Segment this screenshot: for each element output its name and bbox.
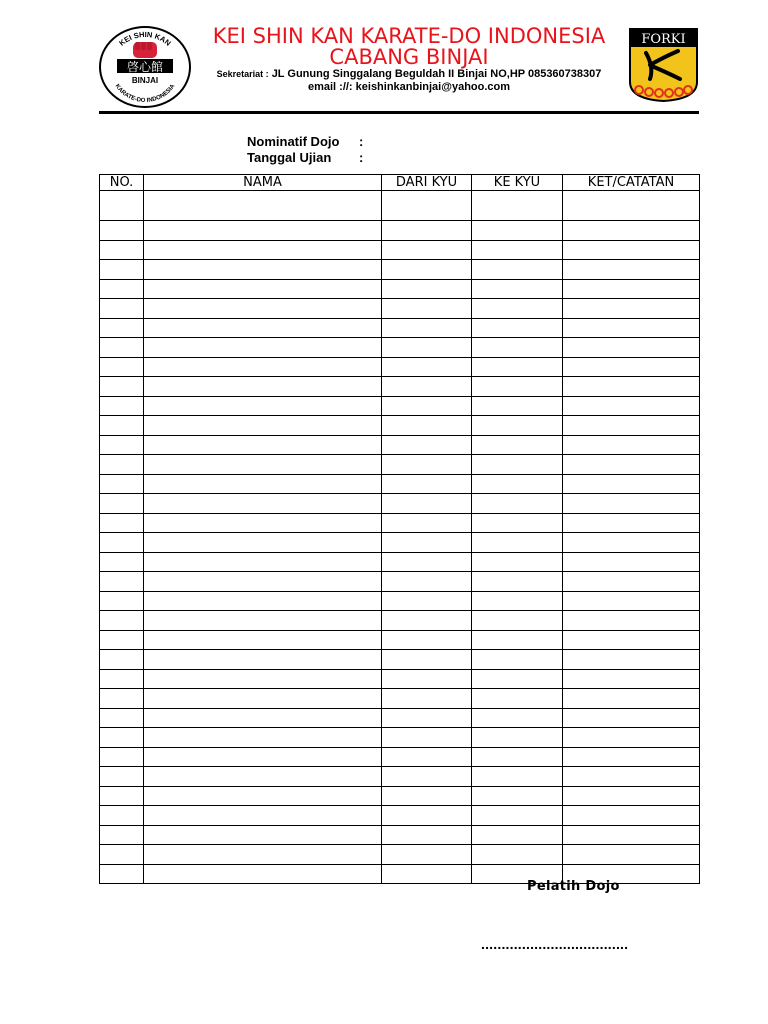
cell-no[interactable] [100,767,144,787]
cell-ke-kyu[interactable] [472,455,563,475]
cell-no[interactable] [100,455,144,475]
table-row [100,338,700,358]
cell-ke-kyu[interactable] [472,396,563,416]
dojo-colon: : [359,134,364,149]
address-label: Sekretariat : [216,69,269,79]
cell-ket-catatan[interactable] [563,767,700,787]
cell-dari-kyu[interactable] [382,689,472,709]
cell-ket-catatan[interactable] [563,650,700,670]
cell-nama[interactable] [144,864,382,884]
cell-dari-kyu[interactable] [382,299,472,319]
cell-nama[interactable] [144,591,382,611]
dojo-label: Nominatif Dojo [247,134,340,149]
table-row [100,279,700,299]
cell-no[interactable] [100,845,144,865]
table-row [100,533,700,553]
cell-no[interactable] [100,416,144,436]
cell-nama[interactable] [144,260,382,280]
cell-dari-kyu[interactable] [382,455,472,475]
cell-dari-kyu[interactable] [382,552,472,572]
cell-nama[interactable] [144,767,382,787]
cell-ket-catatan[interactable] [563,494,700,514]
cell-ket-catatan[interactable] [563,845,700,865]
cell-ket-catatan[interactable] [563,513,700,533]
exam-date-colon: : [359,150,364,165]
cell-ke-kyu[interactable] [472,786,563,806]
cell-ket-catatan[interactable] [563,435,700,455]
cell-nama[interactable] [144,708,382,728]
table-row [100,611,700,631]
cell-dari-kyu[interactable] [382,435,472,455]
cell-no[interactable] [100,572,144,592]
cell-ke-kyu[interactable] [472,494,563,514]
cell-nama[interactable] [144,747,382,767]
cell-no[interactable] [100,630,144,650]
cell-nama[interactable] [144,435,382,455]
roster-body [100,191,700,884]
cell-ke-kyu[interactable] [472,650,563,670]
cell-ket-catatan[interactable] [563,708,700,728]
cell-nama[interactable] [144,191,382,221]
cell-no[interactable] [100,396,144,416]
logo-kanji: 啓心館 [126,60,164,74]
cell-ket-catatan[interactable] [563,318,700,338]
table-row [100,806,700,826]
cell-no[interactable] [100,669,144,689]
cell-ke-kyu[interactable] [472,299,563,319]
cell-dari-kyu[interactable] [382,650,472,670]
cell-no[interactable] [100,474,144,494]
cell-nama[interactable] [144,728,382,748]
table-row [100,825,700,845]
cell-ke-kyu[interactable] [472,240,563,260]
cell-nama[interactable] [144,455,382,475]
email-line: email ://: keishinkanbinjai@yahoo.com [307,81,511,93]
table-row [100,396,700,416]
exam-date-label: Tanggal Ujian [247,150,332,165]
cell-ket-catatan[interactable] [563,806,700,826]
cell-dari-kyu[interactable] [382,474,472,494]
col-header-no: NO. [100,175,144,191]
col-header-ket-catatan: KET/CATATAN [563,175,700,191]
cell-dari-kyu[interactable] [382,845,472,865]
cell-no[interactable] [100,728,144,748]
cell-dari-kyu[interactable] [382,806,472,826]
cell-no[interactable] [100,240,144,260]
cell-nama[interactable] [144,669,382,689]
table-row [100,630,700,650]
cell-ke-kyu[interactable] [472,611,563,631]
cell-ket-catatan[interactable] [563,728,700,748]
cell-dari-kyu[interactable] [382,191,472,221]
table-row [100,747,700,767]
cell-ke-kyu[interactable] [472,435,563,455]
logo-bottom-text: KARATE-DO INDONESIA [113,83,177,105]
cell-ke-kyu[interactable] [472,513,563,533]
cell-ket-catatan[interactable] [563,747,700,767]
cell-ket-catatan[interactable] [563,221,700,241]
cell-ke-kyu[interactable] [472,474,563,494]
cell-no[interactable] [100,338,144,358]
cell-ke-kyu[interactable] [472,708,563,728]
cell-nama[interactable] [144,650,382,670]
cell-ket-catatan[interactable] [563,299,700,319]
cell-ke-kyu[interactable] [472,806,563,826]
cell-no[interactable] [100,260,144,280]
table-row [100,474,700,494]
table-row [100,513,700,533]
table-row [100,689,700,709]
cell-ket-catatan[interactable] [563,611,700,631]
cell-nama[interactable] [144,279,382,299]
cell-ket-catatan[interactable] [563,591,700,611]
cell-ket-catatan[interactable] [563,786,700,806]
table-row [100,416,700,436]
cell-nama[interactable] [144,572,382,592]
cell-ke-kyu[interactable] [472,728,563,748]
cell-dari-kyu[interactable] [382,338,472,358]
header-rule [99,111,699,114]
table-row [100,377,700,397]
table-row [100,221,700,241]
cell-no[interactable] [100,650,144,670]
cell-dari-kyu[interactable] [382,221,472,241]
cell-no[interactable] [100,708,144,728]
table-row [100,591,700,611]
cell-dari-kyu[interactable] [382,611,472,631]
cell-dari-kyu[interactable] [382,494,472,514]
col-header-nama: NAMA [144,175,382,191]
cell-nama[interactable] [144,513,382,533]
cell-no[interactable] [100,786,144,806]
cell-no[interactable] [100,191,144,221]
table-row [100,786,700,806]
cell-no[interactable] [100,435,144,455]
cell-ke-kyu[interactable] [472,338,563,358]
cell-dari-kyu[interactable] [382,728,472,748]
table-row [100,435,700,455]
cell-nama[interactable] [144,845,382,865]
cell-dari-kyu[interactable] [382,357,472,377]
cell-ke-kyu[interactable] [472,318,563,338]
cell-ket-catatan[interactable] [563,572,700,592]
cell-dari-kyu[interactable] [382,572,472,592]
cell-ke-kyu[interactable] [472,279,563,299]
cell-no[interactable] [100,689,144,709]
signer-label: Pelatih Dojo [527,879,620,894]
cell-dari-kyu[interactable] [382,513,472,533]
cell-nama[interactable] [144,630,382,650]
cell-nama[interactable] [144,240,382,260]
address-text: JL Gunung Singgalang Beguldah II Binjai NO,HP 085360738307 [271,68,602,80]
cell-no[interactable] [100,825,144,845]
table-row [100,357,700,377]
cell-nama[interactable] [144,396,382,416]
cell-no[interactable] [100,747,144,767]
cell-dari-kyu[interactable] [382,416,472,436]
table-row [100,728,700,748]
table-row [100,318,700,338]
cell-ke-kyu[interactable] [472,669,563,689]
cell-nama[interactable] [144,377,382,397]
cell-ket-catatan[interactable] [563,416,700,436]
cell-no[interactable] [100,318,144,338]
cell-dari-kyu[interactable] [382,396,472,416]
cell-ke-kyu[interactable] [472,377,563,397]
cell-ket-catatan[interactable] [563,240,700,260]
cell-ket-catatan[interactable] [563,630,700,650]
cell-no[interactable] [100,552,144,572]
cell-ke-kyu[interactable] [472,221,563,241]
cell-ke-kyu[interactable] [472,630,563,650]
cell-dari-kyu[interactable] [382,767,472,787]
cell-nama[interactable] [144,299,382,319]
cell-ket-catatan[interactable] [563,455,700,475]
cell-ket-catatan[interactable] [563,191,700,221]
cell-dari-kyu[interactable] [382,786,472,806]
cell-nama[interactable] [144,474,382,494]
cell-no[interactable] [100,611,144,631]
table-row [100,494,700,514]
cell-no[interactable] [100,494,144,514]
cell-ke-kyu[interactable] [472,357,563,377]
table-row [100,767,700,787]
keishinkan-logo [99,26,191,108]
forki-logo [628,27,699,103]
cell-no[interactable] [100,357,144,377]
cell-dari-kyu[interactable] [382,591,472,611]
cell-ke-kyu[interactable] [472,533,563,553]
cell-ke-kyu[interactable] [472,591,563,611]
cell-ket-catatan[interactable] [563,669,700,689]
cell-dari-kyu[interactable] [382,669,472,689]
cell-ket-catatan[interactable] [563,689,700,709]
cell-dari-kyu[interactable] [382,240,472,260]
cell-ke-kyu[interactable] [472,845,563,865]
cell-ket-catatan[interactable] [563,552,700,572]
org-title: KEI SHIN KAN KARATE-DO INDONESIA [212,24,606,48]
cell-no[interactable] [100,513,144,533]
forki-text: FORKI [641,32,686,47]
cell-nama[interactable] [144,552,382,572]
cell-no[interactable] [100,533,144,553]
cell-dari-kyu[interactable] [382,533,472,553]
table-row [100,299,700,319]
table-row [100,191,700,221]
logo-arc-text: KEI SHIN KAN [117,29,173,48]
cell-nama[interactable] [144,611,382,631]
cell-nama[interactable] [144,533,382,553]
cell-nama[interactable] [144,221,382,241]
cell-dari-kyu[interactable] [382,260,472,280]
cell-ke-kyu[interactable] [472,689,563,709]
cell-nama[interactable] [144,338,382,358]
cell-ke-kyu[interactable] [472,747,563,767]
col-header-dari-kyu: DARI KYU [382,175,472,191]
cell-dari-kyu[interactable] [382,630,472,650]
cell-ket-catatan[interactable] [563,825,700,845]
table-row [100,572,700,592]
table-row [100,650,700,670]
logo-city: BINJAI [131,76,159,85]
cell-nama[interactable] [144,416,382,436]
cell-ke-kyu[interactable] [472,260,563,280]
roster-table-wrapper [99,174,700,884]
cell-nama[interactable] [144,357,382,377]
cell-ke-kyu[interactable] [472,825,563,845]
table-row [100,455,700,475]
cell-ke-kyu[interactable] [472,552,563,572]
cell-ket-catatan[interactable] [563,533,700,553]
cell-dari-kyu[interactable] [382,318,472,338]
table-row [100,260,700,280]
address-line [196,68,622,80]
cell-dari-kyu[interactable] [382,747,472,767]
cell-ket-catatan[interactable] [563,260,700,280]
cell-ke-kyu[interactable] [472,572,563,592]
org-branch: CABANG BINJAI [329,45,489,69]
cell-nama[interactable] [144,318,382,338]
table-header-row [100,175,700,191]
cell-ket-catatan[interactable] [563,279,700,299]
cell-no[interactable] [100,299,144,319]
cell-ket-catatan[interactable] [563,396,700,416]
table-row [100,240,700,260]
cell-no[interactable] [100,806,144,826]
cell-no[interactable] [100,377,144,397]
roster-table [99,174,700,884]
cell-dari-kyu[interactable] [382,825,472,845]
cell-nama[interactable] [144,689,382,709]
cell-ket-catatan[interactable] [563,357,700,377]
cell-dari-kyu[interactable] [382,377,472,397]
table-row [100,845,700,865]
table-row [100,552,700,572]
cell-ket-catatan[interactable] [563,338,700,358]
cell-no[interactable] [100,591,144,611]
table-row [100,708,700,728]
table-row [100,669,700,689]
cell-dari-kyu[interactable] [382,864,472,884]
cell-ke-kyu[interactable] [472,767,563,787]
cell-nama[interactable] [144,806,382,826]
cell-no[interactable] [100,221,144,241]
cell-no[interactable] [100,279,144,299]
cell-dari-kyu[interactable] [382,279,472,299]
cell-nama[interactable] [144,494,382,514]
cell-ke-kyu[interactable] [472,416,563,436]
cell-ke-kyu[interactable] [472,191,563,221]
signature-line: .................................... [481,936,629,952]
cell-nama[interactable] [144,786,382,806]
col-header-ke-kyu: KE KYU [472,175,563,191]
cell-nama[interactable] [144,825,382,845]
cell-no[interactable] [100,864,144,884]
cell-ket-catatan[interactable] [563,377,700,397]
cell-dari-kyu[interactable] [382,708,472,728]
cell-ket-catatan[interactable] [563,474,700,494]
